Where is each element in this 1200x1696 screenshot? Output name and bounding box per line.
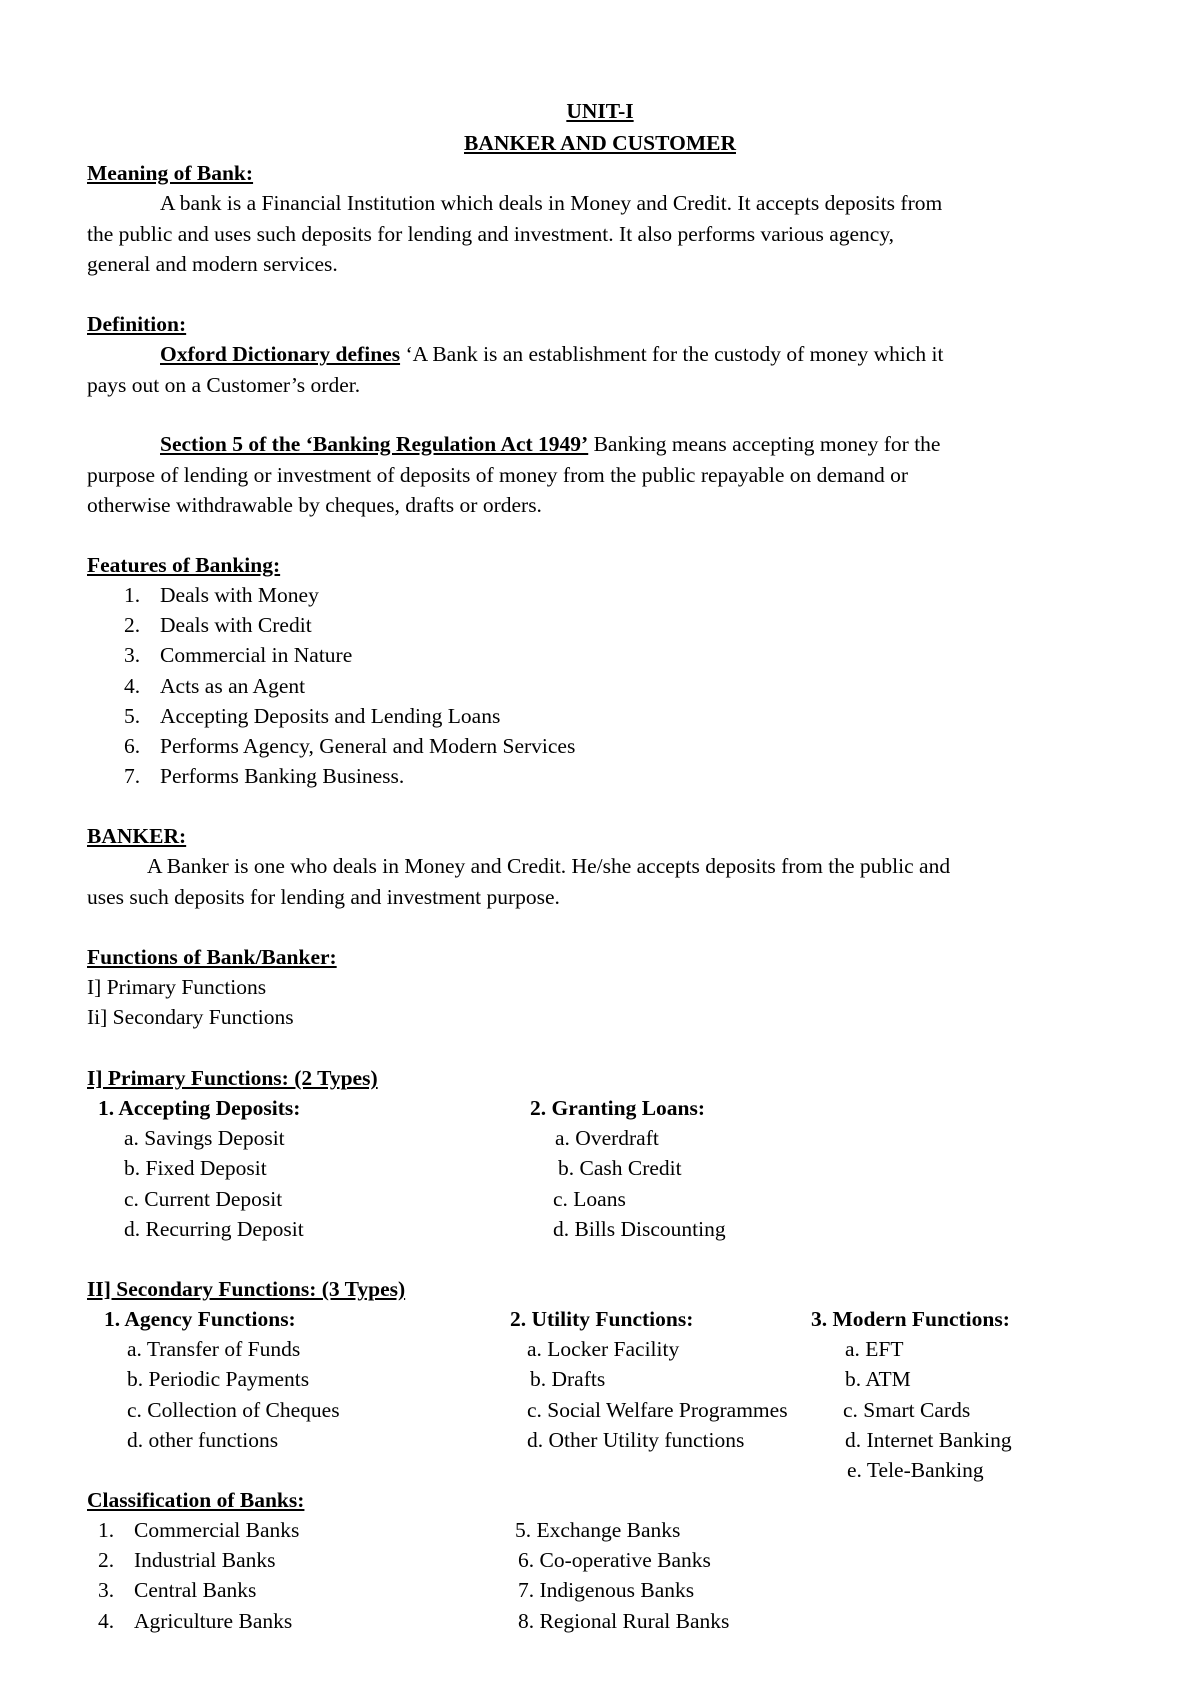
loan-item: c. Loans (553, 1187, 626, 1211)
section5-line-3: otherwise withdrawable by cheques, drafts or orders. (87, 493, 542, 517)
classification-num: 3. (98, 1578, 115, 1602)
classification-item: Commercial Banks (134, 1518, 300, 1542)
feature-num: 2. (124, 613, 141, 637)
oxford-definition-line-2: pays out on a Customer’s order. (87, 373, 361, 397)
granting-loans-title: 2. Granting Loans: (530, 1096, 706, 1120)
functions-item-secondary: Ii] Secondary Functions (87, 1005, 294, 1029)
utility-item: b. Drafts (530, 1367, 606, 1391)
banker-line-2: uses such deposits for lending and investment purpose. (87, 885, 560, 909)
modern-functions-title: 3. Modern Functions: (811, 1307, 1010, 1331)
primary-heading: I] Primary Functions: (2 Types) (87, 1066, 378, 1090)
modern-item: c. Smart Cards (843, 1398, 971, 1422)
section5-line-1 (160, 434, 940, 456)
feature-item: Accepting Deposits and Lending Loans (160, 704, 501, 728)
definition-heading: Definition: (87, 312, 187, 336)
agency-item: b. Periodic Payments (127, 1367, 310, 1391)
loan-item: d. Bills Discounting (553, 1217, 726, 1241)
modern-item: b. ATM (845, 1367, 911, 1391)
classification-item: Agriculture Banks (134, 1609, 293, 1633)
utility-item: a. Locker Facility (527, 1337, 680, 1361)
banker-heading: BANKER: (87, 824, 187, 848)
feature-num: 6. (124, 734, 141, 758)
feature-item: Acts as an Agent (160, 674, 306, 698)
classification-num: 4. (98, 1609, 115, 1633)
classification-item: 6. Co-operative Banks (518, 1548, 711, 1572)
feature-item: Commercial in Nature (160, 643, 353, 667)
agency-item: d. other functions (127, 1428, 279, 1452)
loan-item: b. Cash Credit (558, 1156, 682, 1180)
loan-item: a. Overdraft (555, 1126, 659, 1150)
feature-num: 7. (124, 764, 141, 788)
modern-item: d. Internet Banking (845, 1428, 1012, 1452)
feature-num: 1. (124, 583, 141, 607)
functions-item-primary: I] Primary Functions (87, 975, 267, 999)
section5-line-2: purpose of lending or investment of deposits of money from the public repayable on demand or (87, 463, 908, 487)
meaning-line-1: A bank is a Financial Institution which deals in Money and Credit. It accepts deposits from (160, 191, 943, 215)
classification-item: Industrial Banks (134, 1548, 276, 1572)
feature-item: Deals with Credit (160, 613, 312, 637)
classification-num: 2. (98, 1548, 115, 1572)
feature-num: 5. (124, 704, 141, 728)
deposit-item: d. Recurring Deposit (124, 1217, 304, 1241)
deposit-item: b. Fixed Deposit (124, 1156, 267, 1180)
utility-item: c. Social Welfare Programmes (527, 1398, 788, 1422)
feature-item: Deals with Money (160, 583, 319, 607)
section5-lead: Section 5 of the ‘Banking Regulation Act 1949’ (160, 432, 589, 456)
oxford-definition-line-1 (160, 344, 943, 366)
secondary-heading: II] Secondary Functions: (3 Types) (87, 1277, 406, 1301)
features-heading: Features of Banking: (87, 553, 281, 577)
feature-item: Performs Banking Business. (160, 764, 405, 788)
classification-item: Central Banks (134, 1578, 257, 1602)
feature-num: 4. (124, 674, 141, 698)
feature-item: Performs Agency, General and Modern Services (160, 734, 576, 758)
classification-heading: Classification of Banks: (87, 1488, 305, 1512)
feature-num: 3. (124, 643, 141, 667)
agency-functions-title: 1. Agency Functions: (104, 1307, 296, 1331)
oxford-lead: Oxford Dictionary defines (160, 342, 401, 366)
meaning-line-3: general and modern services. (87, 252, 338, 276)
classification-item: 8. Regional Rural Banks (518, 1609, 730, 1633)
unit-title: UNIT-I (566, 99, 634, 123)
agency-item: a. Transfer of Funds (127, 1337, 301, 1361)
meaning-heading: Meaning of Bank: (87, 161, 254, 185)
banker-line-1: A Banker is one who deals in Money and Credit. He/she accepts deposits from the public and (147, 854, 951, 878)
deposit-item: a. Savings Deposit (124, 1126, 285, 1150)
section5-rest: Banking means accepting money for the (588, 432, 941, 456)
oxford-rest: ‘A Bank is an establishment for the custody of money which it (400, 342, 944, 366)
deposit-item: c. Current Deposit (124, 1187, 283, 1211)
agency-item: c. Collection of Cheques (127, 1398, 340, 1422)
modern-item: e. Tele-Banking (847, 1458, 984, 1482)
modern-item: a. EFT (845, 1337, 904, 1361)
page-title: BANKER AND CUSTOMER (464, 131, 736, 155)
functions-heading: Functions of Bank/Banker: (87, 945, 337, 969)
utility-item: d. Other Utility functions (527, 1428, 745, 1452)
meaning-line-2: the public and uses such deposits for lending and investment. It also performs various agency, (87, 222, 895, 246)
classification-item: 7. Indigenous Banks (518, 1578, 695, 1602)
accepting-deposits-title: 1. Accepting Deposits: (98, 1096, 301, 1120)
classification-num: 1. (98, 1518, 115, 1542)
utility-functions-title: 2. Utility Functions: (510, 1307, 694, 1331)
classification-item: 5. Exchange Banks (515, 1518, 681, 1542)
